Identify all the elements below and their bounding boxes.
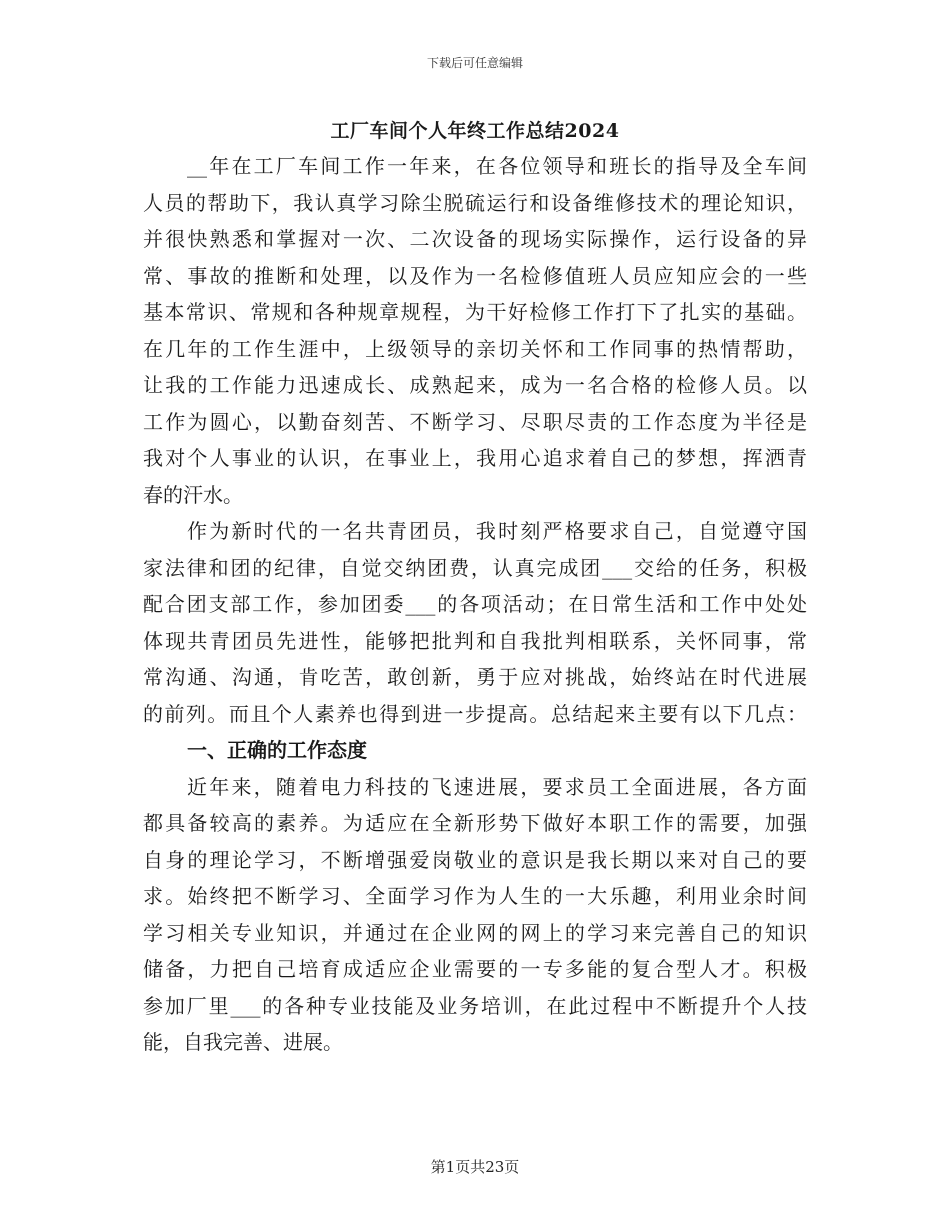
paragraph-line: 我对个人事业的认识，在事业上，我用心追求着自己的梦想，挥洒青 [143, 446, 807, 470]
paragraph-line: 常沟通、沟通，肯吃苦，敢创新，勇于应对挑战，始终站在时代进展 [143, 665, 807, 689]
paragraph-line: 求。始终把不断学习、全面学习作为人生的一大乐趣，利用业余时间 [143, 884, 807, 908]
paragraph-line: 常、事故的推断和处理，以及作为一名检修值班人员应知应会的一些 [143, 263, 807, 288]
document-body [143, 148, 807, 1061]
paragraph-line: 人员的帮助下，我认真学习除尘脱硫运行和设备维修技术的理论知识， [143, 190, 807, 215]
paragraph-line: 春的汗水。 [143, 482, 243, 507]
paragraph-line: 作为新时代的一名共青团员，我时刻严格要求自己，自觉遵守国 [187, 519, 807, 543]
paragraph-line: 能，自我完善、进展。 [143, 1030, 343, 1054]
paragraph-line: 基本常识、常规和各种规章规程，为干好检修工作打下了扎实的基础。 [143, 300, 807, 324]
paragraph-line: 让我的工作能力迅速成长、成熟起来，成为一名合格的检修人员。以 [143, 373, 807, 397]
paragraph-line: 都具备较高的素养。为适应在全新形势下做好本职工作的需要，加强 [143, 811, 807, 835]
document-title: 工厂车间个人年终工作总结2024 [330, 120, 620, 142]
paragraph-line: 配合团支部工作，参加团委___的各项活动；在日常生活和工作中处处 [143, 592, 807, 616]
paragraph-line: 的前列。而且个人素养也得到进一步提高。总结起来主要有以下几点： [143, 701, 807, 726]
paragraph-line: 工作为圆心，以勤奋刻苦、不断学习、尽职尽责的工作态度为半径是 [143, 409, 807, 434]
paragraph-line: __年在工厂车间工作一年来，在各位领导和班长的指导及全车间 [187, 154, 807, 178]
header-note: 下载后可任意编辑 [426, 56, 523, 70]
paragraph-line: 并很快熟悉和掌握对一次、二次设备的现场实际操作，运行设备的异 [143, 227, 807, 251]
paragraph-line: 学习相关专业知识，并通过在企业网的网上的学习来完善自己的知识 [143, 920, 807, 945]
paragraph-line: 在几年的工作生涯中，上级领导的亲切关怀和工作同事的热情帮助， [143, 336, 807, 361]
paragraph-line: 自身的理论学习，不断增强爱岗敬业的意识是我长期以来对自己的要 [143, 847, 807, 872]
paragraph-line: 体现共青团员先进性，能够把批判和自我批判相联系，关怀同事，常 [143, 628, 807, 653]
paragraph-line: 近年来，随着电力科技的飞速进展，要求员工全面进展，各方面 [187, 774, 807, 799]
paragraph-line: 储备，力把自己培育成适应企业需要的一专多能的复合型人才。积极 [143, 957, 807, 981]
paragraph-line: 参加厂里___的各种专业技能及业务培训，在此过程中不断提升个人技 [143, 993, 807, 1018]
paragraph-line: 家法律和团的纪律，自觉交纳团费，认真完成团___交给的任务，积极 [143, 555, 807, 580]
page-number-footer: 第1页共23页 [430, 1158, 520, 1176]
section-heading: 一、正确的工作态度 [187, 738, 367, 762]
